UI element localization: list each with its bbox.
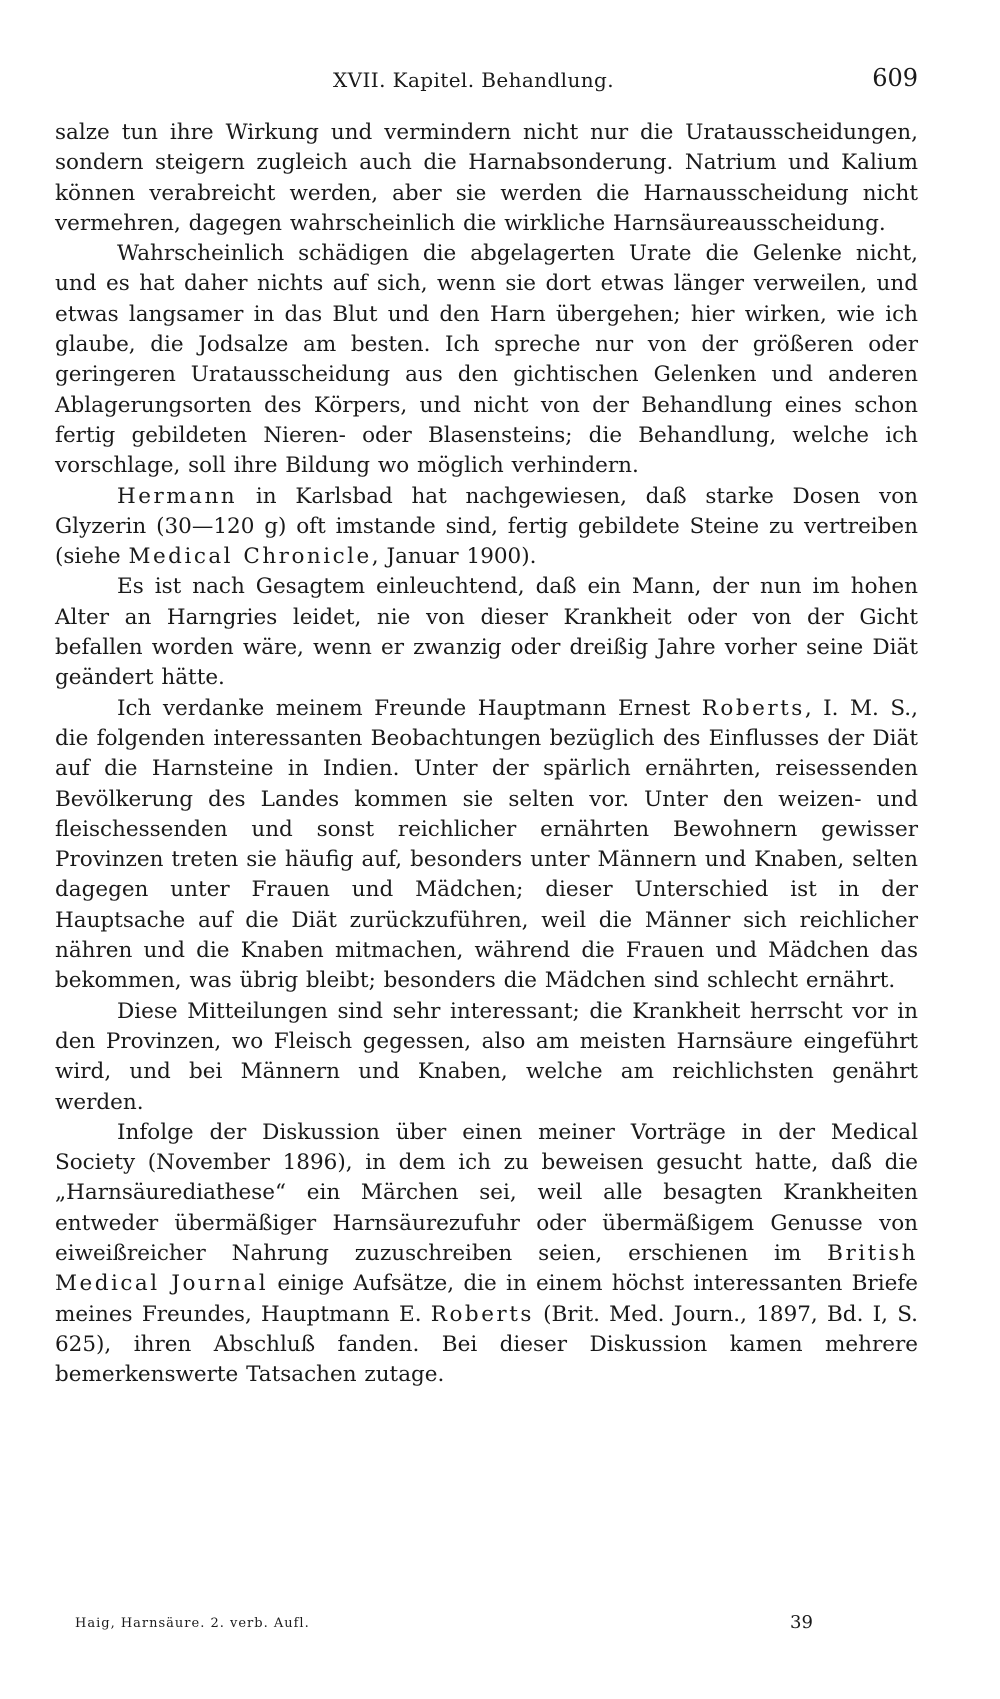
paragraph-text: in Karlsbad hat nachgewiesen, daß starke Dosen von Glyzerin (30—120 g) oft imstande sind, fertig gebildete Steine zu vertreiben (siehe <box>55 483 918 570</box>
paragraph-text: (Brit. Med. Journ., 1897, Bd. I, S. 625), ihren Abschluß fanden. Bei dieser Diskussion kamen mehrere bemerkenswerte Tatsachen zutage. <box>55 1301 919 1388</box>
paragraph-discussion <box>55 1118 918 1391</box>
journal-name: Medical Chronicle <box>128 544 372 570</box>
paragraph-text: Diese Mitteilungen sind sehr interessant; die Krankheit herrscht vor in den Provinzen, wo Fleisch gegessen, also am meisten Harnsäure eingeführt wird, und bei Männern und Knaben, welche am reichlichsten genährt werden. <box>55 998 918 1115</box>
author-name: Roberts <box>430 1301 534 1327</box>
running-header <box>55 64 918 98</box>
paragraph-text: einige Aufsätze, die in einem höchst interessanten Briefe meines Freundes, Hauptmann E. <box>55 1271 918 1327</box>
journal-name: British Medical Journal <box>55 1240 918 1297</box>
paragraph-continuation <box>55 118 918 239</box>
paragraph-text: salze tun ihre Wirkung und vermindern nicht nur die Uratausscheidungen, sondern steigern zugleich auch die Harnabsonderung. Natrium und Kalium können verabreicht werden, aber sie werden die Harnausscheidung nicht vermehren, dagegen wahrscheinlich die wirkliche Harnsäureausscheidung. <box>55 120 918 236</box>
author-name: Hermann <box>117 483 238 509</box>
chapter-title: XVII. Kapitel. Behandlung. <box>333 68 614 92</box>
body-text <box>55 118 918 1390</box>
paragraph-text: Infolge der Diskussion über einen meiner Vorträge in der Medical Society (November 1896), in dem ich zu beweisen gesucht hatte, daß die „Harnsäurediathese“ ein Märchen sei, weil alle besagten Krankheiten entweder übermäßiger Harnsäurezufuhr oder übermäßigem Genusse von eiweißreicher Nahrung zuzuschreiben seien, erschienen im <box>55 1119 918 1266</box>
paragraph-text: Ich verdanke meinem Freunde Hauptmann Ernest <box>117 695 702 721</box>
paragraph-text: , Januar 1900). <box>371 544 537 570</box>
page-number: 609 <box>872 64 918 92</box>
paragraph-diet <box>55 572 918 693</box>
paragraph-provinces <box>55 997 918 1118</box>
paragraph-text: , I. M. S., die folgenden interessanten Beobachtungen bezüglich des Einflusses der Diät auf die Harnsteine in Indien. Unter der spärlich ernährten, reisessenden Bevölkerung des Landes kommen sie selten vor. Unter den weizen- und fleischessenden und sonst reichlicher ernährten Bewohnern gewisser Provinzen treten sie häufig auf, besonders unter Männern und Knaben, selten dagegen unter Frauen und Mädchen; dieser Unterschied ist in der Hauptsache auf die Diät zurückzuführen, weil die Männer sich reichlicher nähren und die Knaben mitmachen, während die Frauen und Mädchen das bekommen, was übrig bleibt; besonders die Mädchen sind schlecht ernährt. <box>55 695 918 994</box>
paragraph-urates <box>55 239 918 481</box>
printer-signature: Haig, Harnsäure. 2. verb. Aufl. <box>75 1616 310 1631</box>
sheet-number: 39 <box>790 1612 813 1633</box>
paragraph-text: Wahrscheinlich schädigen die abgelagerten Urate die Gelenke nicht, und es hat daher nichts auf sich, wenn sie dort etwas länger verweilen, und etwas langsamer in das Blut und den Harn übergehen; hier wirken, wie ich glaube, die Jodsalze am besten. Ich spreche nur von der größeren oder geringeren Uratausscheidung aus den gichtischen Gelenken und anderen Ablagerungsorten des Körpers, und nicht von der Behandlung eines schon fertig gebildeten Nieren- oder Blasensteins; die Behandlung, welche ich vorschlage, soll ihre Bildung wo möglich verhindern. <box>55 241 918 479</box>
paragraph-hermann <box>55 482 918 573</box>
author-name: Roberts <box>701 695 805 721</box>
page-footer <box>55 1612 918 1638</box>
paragraph-text: Es ist nach Gesagtem einleuchtend, daß ein Mann, der nun im hohen Alter an Harngries leidet, nie von dieser Krankheit oder von der Gicht befallen worden wäre, wenn er zwanzig oder dreißig Jahre vorher seine Diät geändert hätte. <box>55 574 918 691</box>
paragraph-roberts-india <box>55 694 918 997</box>
